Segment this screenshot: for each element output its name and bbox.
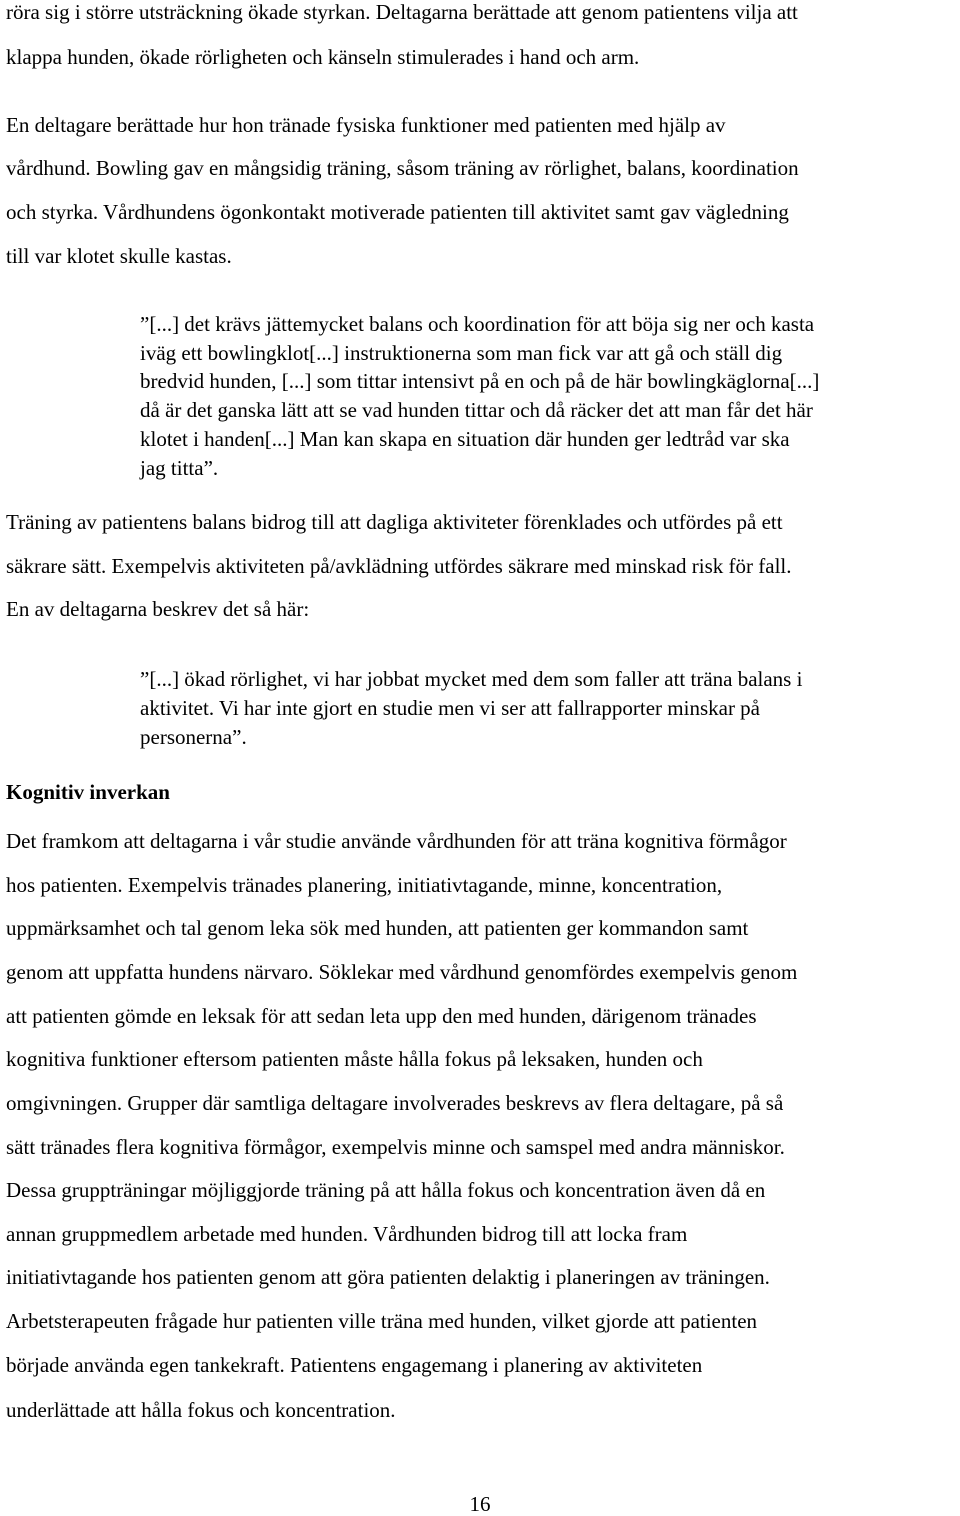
quote-2-line-1: ”[...] ökad rörlighet, vi har jobbat mycket med dem som faller att träna balans i — [140, 667, 803, 691]
paragraph-4-line-9: Dessa gruppträningar möjliggjorde träning på att hålla fokus och koncentration även då en — [6, 1178, 766, 1202]
page-number: 16 — [469, 1492, 491, 1516]
section-heading: Kognitiv inverkan — [6, 780, 170, 804]
paragraph-4-line-12: Arbetsterapeuten frågade hur patienten ville träna med hunden, vilket gjorde att patienten — [6, 1309, 758, 1333]
paragraph-4-line-6: kognitiva funktioner eftersom patienten måste hålla fokus på leksaken, hunden och — [6, 1047, 703, 1071]
paragraph-1-line-2: klappa hunden, ökade rörligheten och känseln stimulerades i hand och arm. — [6, 45, 640, 69]
paragraph-4-line-4: genom att uppfatta hundens närvaro. Söklekar med vårdhund genomfördes exempelvis genom — [6, 960, 798, 984]
paragraph-2-line-2: vårdhund. Bowling gav en mångsidig träning, såsom träning av rörlighet, balans, koordination — [6, 156, 799, 180]
quote-1-line-4: då är det ganska lätt att se vad hunden tittar och då räcker det att man får det här — [140, 398, 813, 422]
paragraph-4-line-14: underlättade att hålla fokus och koncentration. — [6, 1398, 396, 1422]
paragraph-3-line-3: En av deltagarna beskrev det så här: — [6, 597, 310, 621]
paragraph-4-line-5: att patienten gömde en leksak för att sedan leta upp den med hunden, därigenom tränades — [6, 1004, 757, 1028]
quote-1-line-1: ”[...] det krävs jättemycket balans och koordination för att böja sig ner och kasta — [140, 312, 815, 336]
paragraph-3-line-2: säkrare sätt. Exempelvis aktiviteten på/avklädning utfördes säkrare med minskad risk för fall. — [6, 554, 792, 578]
paragraph-3-line-1: Träning av patientens balans bidrog till att dagliga aktiviteter förenklades och utfördes på ett — [6, 510, 783, 534]
quote-2-line-3: personerna”. — [140, 725, 247, 749]
paragraph-4-line-8: sätt tränades flera kognitiva förmågor, exempelvis minne och samspel med andra människor. — [6, 1135, 785, 1159]
paragraph-4-line-2: hos patienten. Exempelvis tränades planering, initiativtagande, minne, koncentration, — [6, 873, 723, 897]
paragraph-2-line-4: till var klotet skulle kastas. — [6, 244, 232, 268]
paragraph-2-line-1: En deltagare berättade hur hon tränade fysiska funktioner med patienten med hjälp av — [6, 113, 726, 137]
paragraph-4-line-13: började använda egen tankekraft. Patientens engagemang i planering av aktiviteten — [6, 1353, 703, 1377]
quote-2-line-2: aktivitet. Vi har inte gjort en studie men vi ser att fallrapporter minskar på — [140, 696, 761, 720]
paragraph-4-line-10: annan gruppmedlem arbetade med hunden. Vårdhunden bidrog till att locka fram — [6, 1222, 688, 1246]
quote-1-line-5: klotet i handen[...] Man kan skapa en situation där hunden ger ledtråd var ska — [140, 427, 790, 451]
paragraph-1-line-1: röra sig i större utsträckning ökade styrkan. Deltagarna berättade att genom patientens vilja att — [6, 0, 798, 24]
paragraph-4-line-3: uppmärksamhet och tal genom leka sök med hunden, att patienten ger kommandon samt — [6, 916, 749, 940]
quote-1-line-6: jag titta”. — [140, 456, 219, 480]
quote-1-line-3: bredvid hunden, [...] som tittar intensivt på en och på de här bowlingkäglorna[...] — [140, 369, 820, 393]
quote-1-line-2: iväg ett bowlingklot[...] instruktionerna som man fick var att gå och ställ dig — [140, 341, 783, 365]
paragraph-4-line-1: Det framkom att deltagarna i vår studie använde vårdhunden för att träna kognitiva förmågor — [6, 829, 787, 853]
paragraph-2-line-3: och styrka. Vårdhundens ögonkontakt motiverade patienten till aktivitet samt gav vägledning — [6, 200, 789, 224]
paragraph-4-line-7: omgivningen. Grupper där samtliga deltagare involverades beskrevs av flera deltagare, på så — [6, 1091, 784, 1115]
paragraph-4-line-11: initiativtagande hos patienten genom att göra patienten delaktig i planeringen av träningen. — [6, 1265, 770, 1289]
